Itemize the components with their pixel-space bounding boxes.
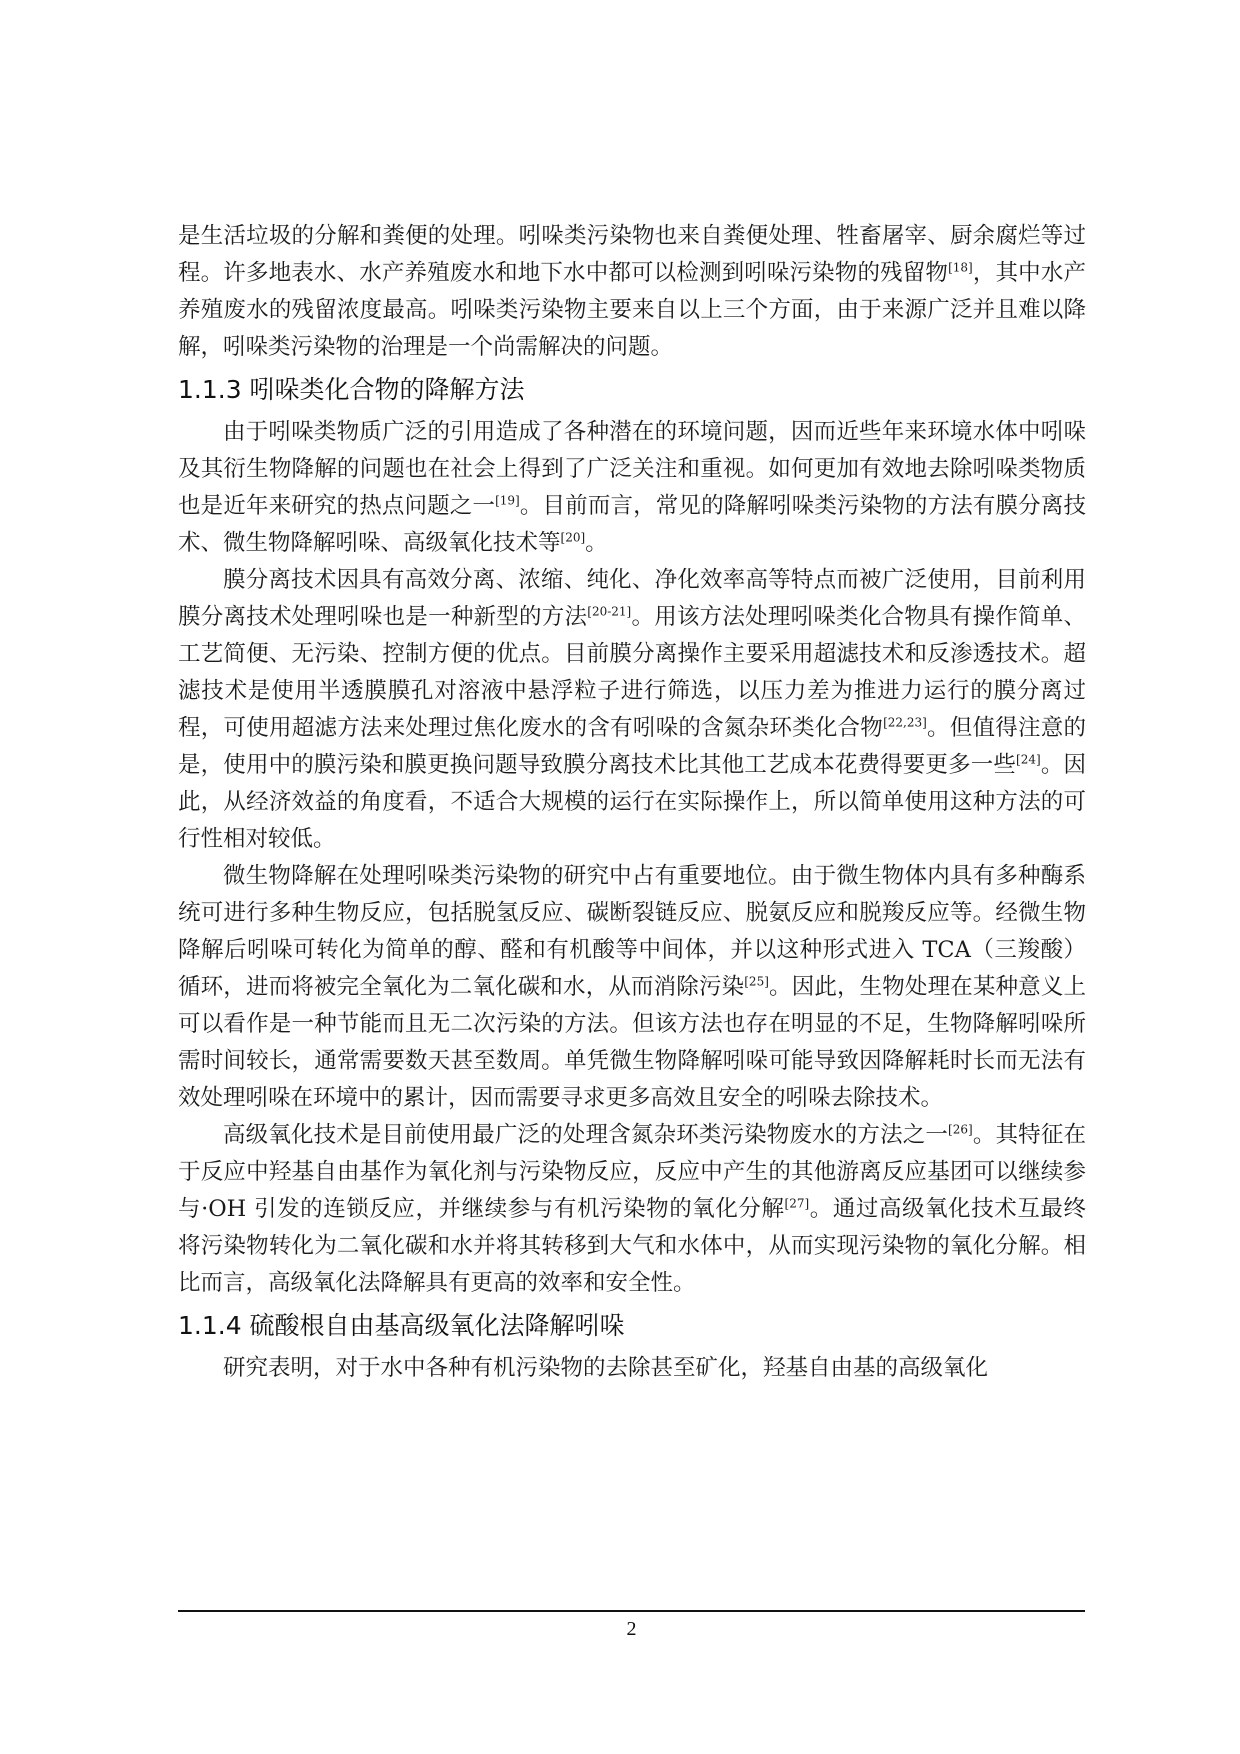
body-paragraph [178, 414, 1086, 562]
paragraph-text: 。目前而言，常见的降解吲哚类污染物的方法有膜分离技术、微生物降解吲哚、高级氧化技术等 [178, 493, 1086, 556]
citation-reference: [20] [560, 530, 586, 545]
paragraph-text: 由于吲哚类物质广泛的引用造成了各种潜在的环境问题，因而近些年来环境水体中吲哚及其衍生物降解的问题也在社会上得到了广泛关注和重视。如何更加有效地去除吲哚类物质也是近年来研究的热点问题之一 [178, 419, 1086, 519]
section-heading: 1.1.3 吲哚类化合物的降解方法 [178, 375, 525, 404]
citation-reference: [19] [495, 493, 520, 508]
document-body [178, 218, 1086, 1387]
citation-reference: [18] [948, 260, 973, 275]
body-paragraph [178, 1350, 1086, 1387]
paragraph-text: 高级氧化技术是目前使用最广泛的处理含氮杂环类污染物废水的方法之一 [223, 1122, 949, 1148]
paragraph-text: 。 [585, 530, 608, 556]
citation-reference: [20-21] [587, 604, 632, 619]
paragraph-text: 。其特征在于反应中羟基自由基作为氧化剂与污染物反应，反应中产生的其他游离反应基团可以继续参与·OH 引发的连锁反应，并继续参与有机污染物的氧化分解 [178, 1122, 1086, 1222]
paragraph-text: 。但值得注意的是，使用中的膜污染和膜更换问题导致膜分离技术比其他工艺成本花费得要更多一些 [178, 715, 1086, 778]
section-heading: 1.1.4 硫酸根自由基高级氧化法降解吲哚 [178, 1311, 625, 1340]
paragraph-text: 微生物降解在处理吲哚类污染物的研究中占有重要地位。由于微生物体内具有多种酶系统可进行多种生物反应，包括脱氢反应、碳断裂链反应、脱氨反应和脱羧反应等。经微生物降解后吲哚可转化为简单的醇、醛和有机酸等中间体，并以这种形式进入 TCA（三羧酸）循环，进而将被完全氧化为二氧化碳和水，从而消除污染 [178, 863, 1086, 1000]
paragraph-text: 膜分离技术因具有高效分离、浓缩、纯化、净化效率高等特点而被广泛使用，目前利用膜分离技术处理吲哚也是一种新型的方法 [178, 567, 1086, 630]
paragraph-text: 研究表明，对于水中各种有机污染物的去除甚至矿化，羟基自由基的高级氧化 [223, 1355, 989, 1381]
citation-reference: [24] [1016, 752, 1041, 767]
citation-reference: [27] [784, 1196, 810, 1211]
body-paragraph [178, 858, 1086, 1117]
citation-reference: [25] [744, 974, 769, 989]
paragraph-text: 。通过高级氧化技术互最终将污染物转化为二氧化碳和水并将其转移到大气和水体中，从而实现污染物的氧化分解。相比而言，高级氧化法降解具有更高的效率和安全性。 [178, 1196, 1086, 1296]
paragraph-text: 。因此，从经济效益的角度看，不适合大规模的运行在实际操作上，所以简单使用这种方法的可行性相对较低。 [178, 752, 1086, 852]
paragraph-text: 是生活垃圾的分解和粪便的处理。吲哚类污染物也来自粪便处理、牲畜屠宰、厨余腐烂等过程。许多地表水、水产养殖废水和地下水中都可以检测到吲哚污染物的残留物 [178, 223, 1086, 286]
paragraph-text: ，其中水产养殖废水的残留浓度最高。吲哚类污染物主要来自以上三个方面，由于来源广泛并且难以降解，吲哚类污染物的治理是一个尚需解决的问题。 [178, 260, 1086, 360]
paragraph-text: 。用该方法处理吲哚类化合物具有操作简单、工艺简便、无污染、控制方便的优点。目前膜分离操作主要采用超滤技术和反渗透技术。超滤技术是使用半透膜膜孔对溶液中悬浮粒子进行筛选，以压力差为推进力运行的膜分离过程，可使用超滤方法来处理过焦化废水的含有吲哚的含氮杂环类化合物 [178, 604, 1086, 741]
paragraph-text: 。因此，生物处理在某种意义上可以看作是一种节能而且无二次污染的方法。但该方法也存在明显的不足，生物降解吲哚所需时间较长，通常需要数天甚至数周。单凭微生物降解吲哚可能导致因降解耗时长而无法有效处理吲哚在环境中的累计，因而需要寻求更多高效且安全的吲哚去除技术。 [178, 974, 1086, 1111]
body-paragraph [178, 562, 1086, 858]
citation-reference: [26] [948, 1122, 973, 1137]
page-number: 2 [626, 1618, 637, 1640]
body-paragraph [178, 218, 1086, 366]
body-paragraph [178, 1117, 1086, 1302]
citation-reference: [22,23] [883, 715, 927, 730]
footer-divider [178, 1610, 1085, 1612]
